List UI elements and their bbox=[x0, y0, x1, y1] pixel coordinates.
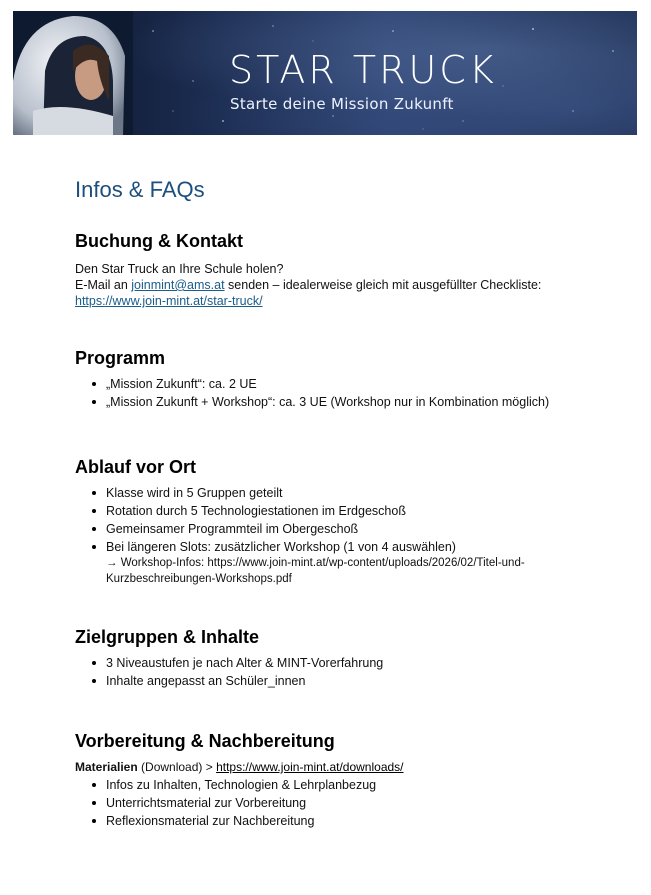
section-programm bbox=[75, 347, 635, 412]
email-suffix: senden – idealerweise gleich mit ausgefüllter Checkliste: bbox=[224, 278, 542, 292]
heading-buchung: Buchung & Kontakt bbox=[75, 231, 243, 251]
buchung-link-line bbox=[75, 293, 635, 309]
list-item: „Mission Zukunft + Workshop“: ca. 3 UE (Workshop nur in Kombination möglich) bbox=[106, 394, 635, 410]
list-item: Inhalte angepasst an Schüler_innen bbox=[106, 673, 635, 689]
heading-vorbereitung: Vorbereitung & Nachbereitung bbox=[75, 731, 335, 751]
list-item: Rotation durch 5 Technologiestationen im Erdgeschoß bbox=[106, 503, 635, 519]
zielgruppen-list bbox=[75, 655, 635, 689]
materials-line bbox=[75, 759, 635, 775]
list-item: Infos zu Inhalten, Technologien & Lehrplanbezug bbox=[106, 777, 635, 793]
programm-list bbox=[75, 376, 635, 410]
list-item: 3 Niveaustufen je nach Alter & MINT-Vorerfahrung bbox=[106, 655, 635, 671]
heading-zielgruppen: Zielgruppen & Inhalte bbox=[75, 627, 260, 647]
buchung-email-line bbox=[75, 277, 635, 293]
list-item bbox=[106, 539, 635, 587]
heading-ablauf: Ablauf vor Ort bbox=[75, 457, 197, 477]
vorbereitung-list bbox=[75, 777, 635, 829]
ablauf-list bbox=[75, 485, 635, 587]
main-content bbox=[75, 176, 615, 828]
section-ablauf bbox=[75, 456, 635, 589]
list-item: Gemeinsamer Programmteil im Obergeschoß bbox=[106, 521, 635, 537]
workshop-slot-text: Bei längeren Slots: zusätzlicher Workshop (1 von 4 auswählen) bbox=[106, 540, 456, 554]
buchung-intro: Den Star Truck an Ihre Schule holen? bbox=[75, 262, 284, 276]
page-title: Infos & FAQs bbox=[75, 177, 205, 202]
materials-label: Materialien bbox=[75, 760, 138, 774]
workshop-info-link-cont[interactable]: Kurzbeschreibungen-Workshops.pdf bbox=[106, 573, 292, 585]
banner-title: STAR TRUCK bbox=[229, 48, 497, 92]
materials-text: (Download) > bbox=[137, 760, 217, 774]
star-truck-link[interactable]: https://www.join-mint.at/star-truck/ bbox=[75, 294, 263, 308]
workshop-info-link[interactable]: → Workshop-Infos: https://www.join-mint.at/wp-content/uploads/2026/02/Titel-und- bbox=[106, 557, 525, 569]
section-vorbereitung bbox=[75, 730, 635, 831]
section-zielgruppen bbox=[75, 626, 635, 691]
astronaut-image bbox=[13, 11, 133, 135]
list-item: Unterrichtsmaterial zur Vorbereitung bbox=[106, 795, 635, 811]
list-item: Reflexionsmaterial zur Nachbereitung bbox=[106, 813, 635, 829]
email-prefix: E-Mail an bbox=[75, 278, 132, 292]
email-link[interactable]: joinmint@ams.at bbox=[131, 278, 225, 292]
downloads-link[interactable]: https://www.join-mint.at/downloads/ bbox=[216, 760, 404, 774]
list-item: „Mission Zukunft“: ca. 2 UE bbox=[106, 376, 635, 392]
list-item: Klasse wird in 5 Gruppen geteilt bbox=[106, 485, 635, 501]
heading-programm: Programm bbox=[75, 348, 166, 368]
header-banner bbox=[13, 11, 637, 135]
section-buchung bbox=[75, 230, 635, 309]
banner-subtitle: Starte deine Mission Zukunft bbox=[230, 95, 454, 113]
